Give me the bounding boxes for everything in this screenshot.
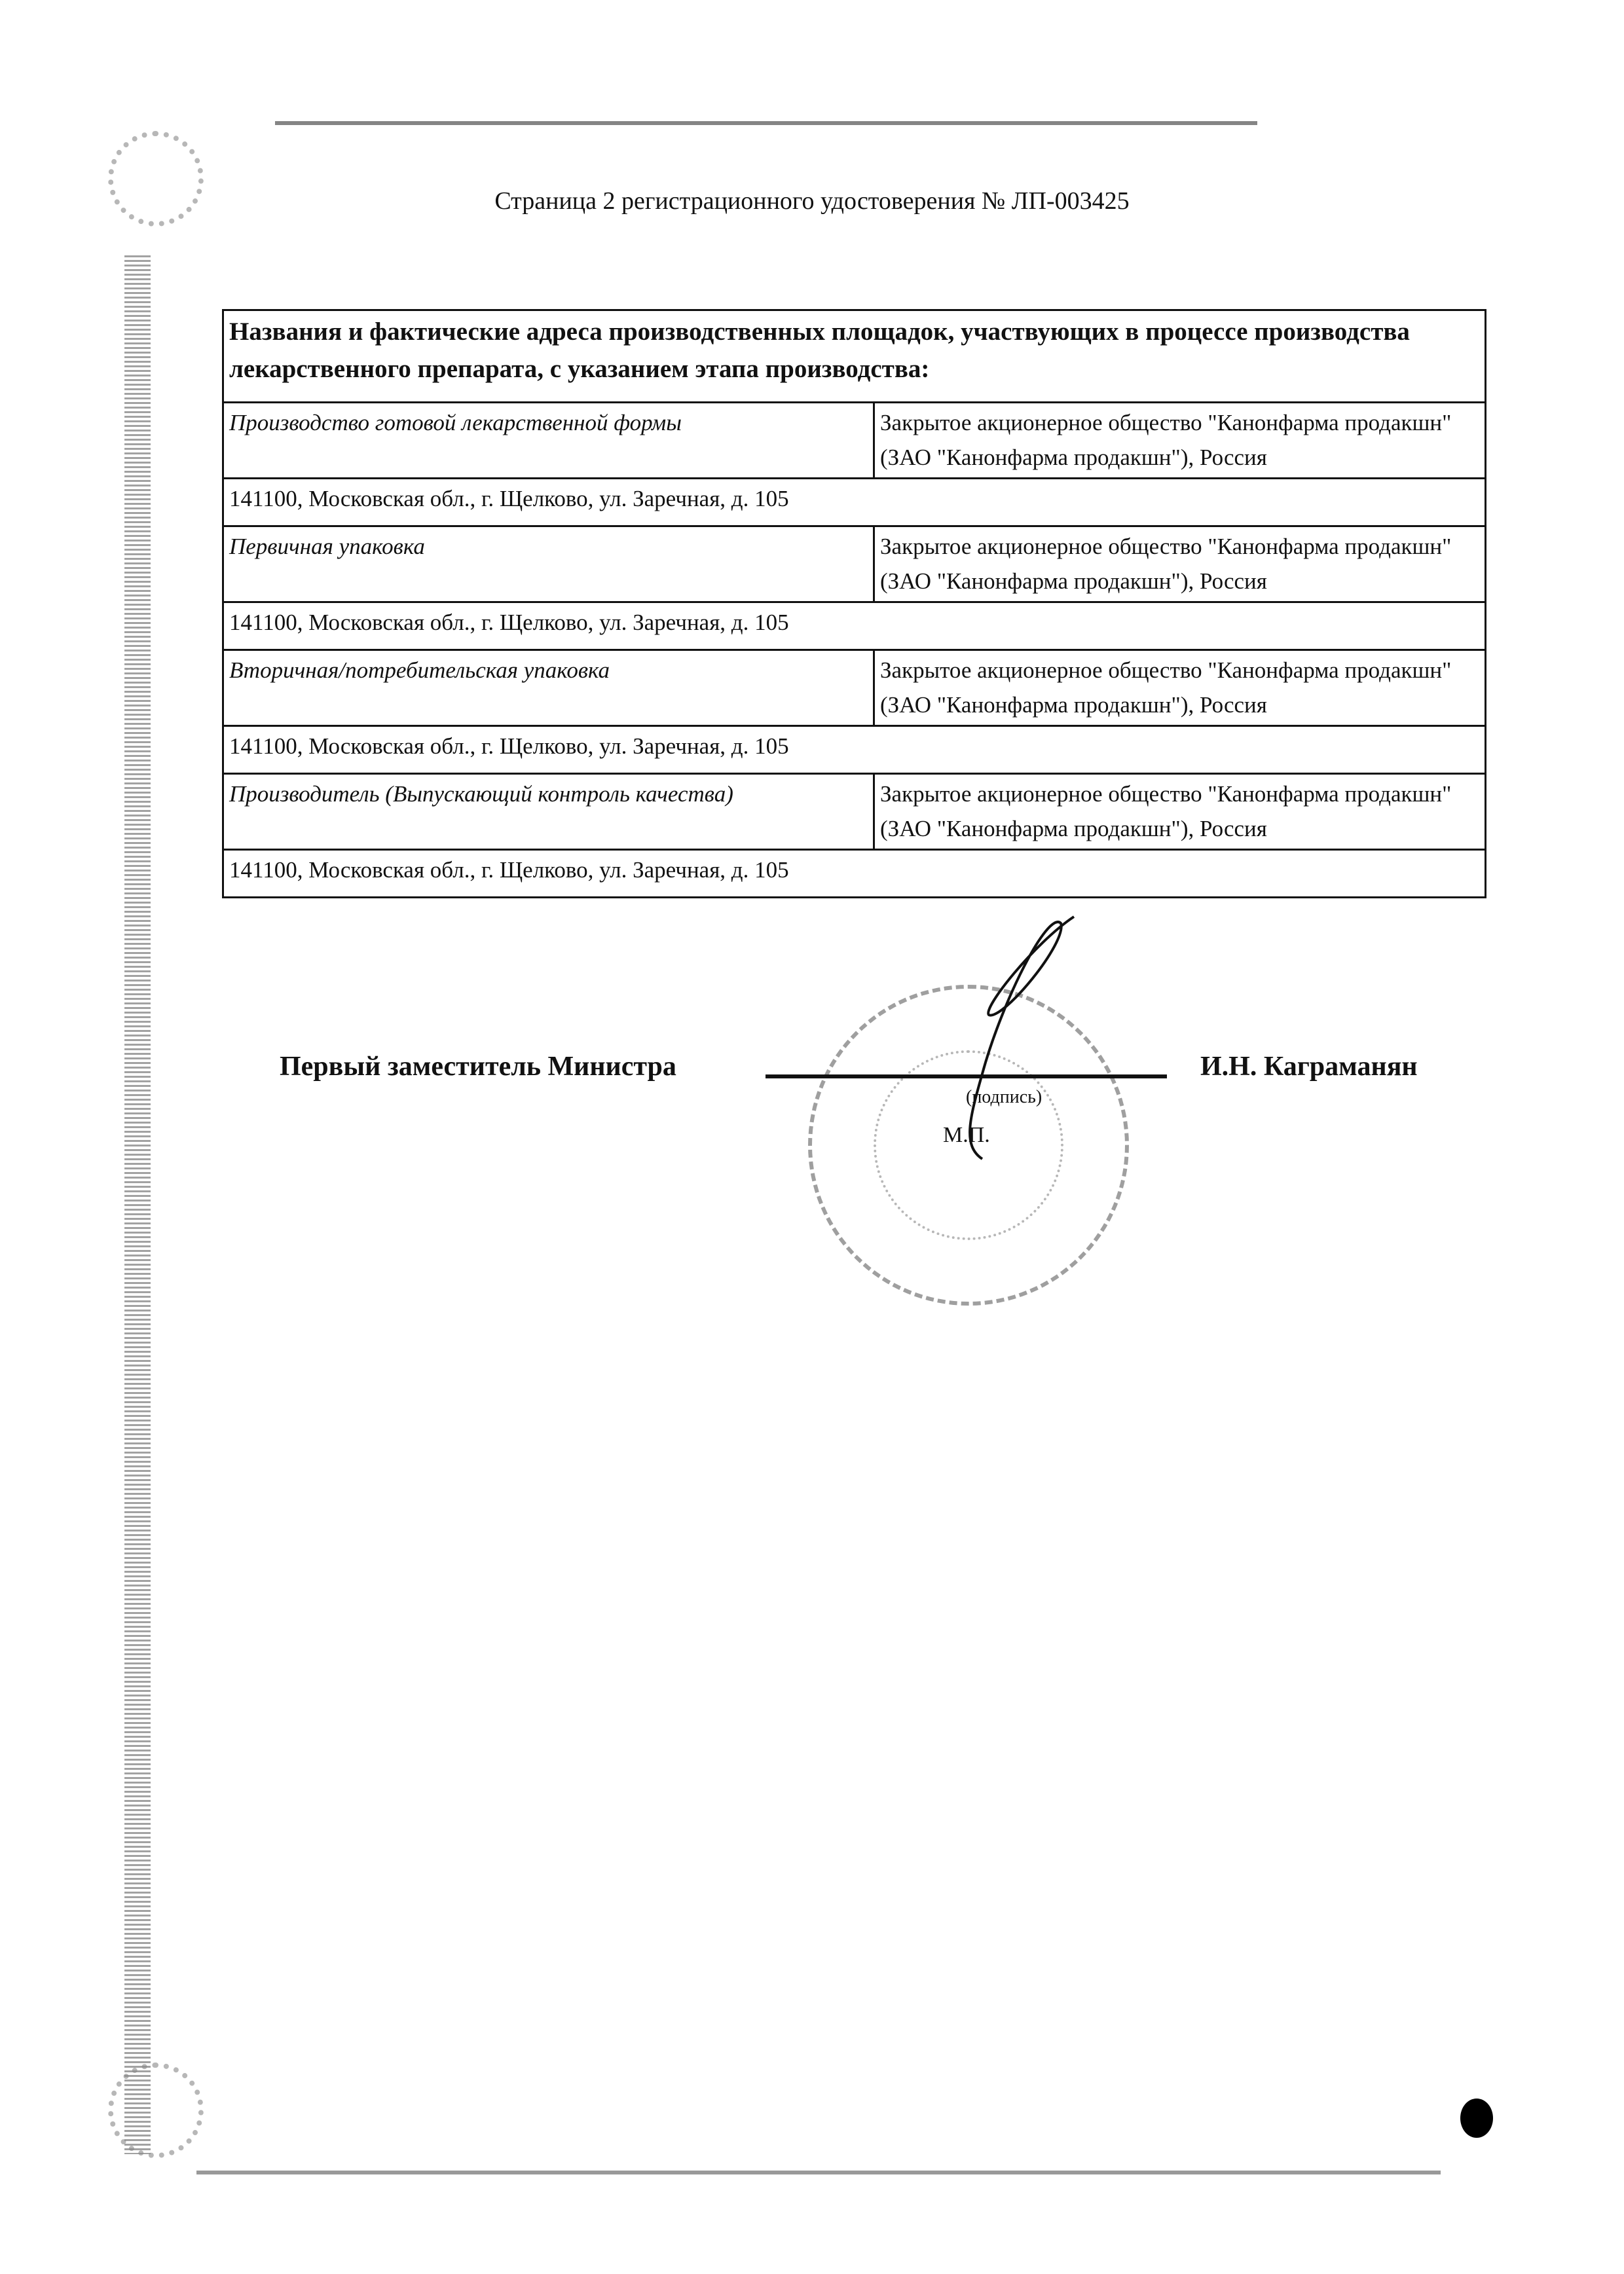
table-row	[223, 526, 1486, 602]
production-sites-table	[222, 309, 1486, 898]
table-row	[223, 726, 1486, 774]
stage-cell: Первичная упаковка	[223, 526, 874, 602]
punch-hole-mark	[1460, 2099, 1493, 2138]
signature-caption: (подпись)	[966, 1087, 1043, 1107]
table-row	[223, 602, 1486, 650]
stage-cell: Вторичная/потребительская упаковка	[223, 650, 874, 726]
table-heading: Названия и фактические адреса производственных площадок, участвующих в процессе производства лекарственного препарата, с указанием этапа производства:	[223, 310, 1486, 403]
company-cell: Закрытое акционерное общество "Канонфарма продакшн" (ЗАО "Канонфарма продакшн"), Россия	[874, 403, 1486, 479]
company-cell: Закрытое акционерное общество "Канонфарма продакшн" (ЗАО "Канонфарма продакшн"), Россия	[874, 650, 1486, 726]
table-row	[223, 479, 1486, 526]
stage-cell: Производство готовой лекарственной формы	[223, 403, 874, 479]
address-cell: 141100, Московская обл., г. Щелково, ул. Заречная, д. 105	[223, 850, 1486, 898]
table-row	[223, 403, 1486, 479]
table-row	[223, 650, 1486, 726]
signatory-role: Первый заместитель Министра	[280, 1052, 676, 1082]
company-cell: Закрытое акционерное общество "Канонфарма продакшн" (ЗАО "Канонфарма продакшн"), Россия	[874, 526, 1486, 602]
seal-label: М.П.	[943, 1123, 990, 1147]
address-cell: 141100, Московская обл., г. Щелково, ул. Заречная, д. 105	[223, 479, 1486, 526]
stage-cell: Производитель (Выпускающий контроль качества)	[223, 774, 874, 850]
top-rule	[275, 121, 1257, 125]
address-cell: 141100, Московская обл., г. Щелково, ул. Заречная, д. 105	[223, 602, 1486, 650]
table-row	[223, 774, 1486, 850]
corner-ornament-bottom	[108, 2063, 204, 2158]
scan-edge-artifact	[124, 255, 151, 2154]
table-row	[223, 850, 1486, 898]
company-cell: Закрытое акционерное общество "Канонфарма продакшн" (ЗАО "Канонфарма продакшн"), Россия	[874, 774, 1486, 850]
bottom-rule	[196, 2171, 1441, 2174]
page-header: Страница 2 регистрационного удостоверения № ЛП-003425	[494, 187, 1130, 215]
signature-line	[766, 1074, 1167, 1078]
address-cell: 141100, Московская обл., г. Щелково, ул. Заречная, д. 105	[223, 726, 1486, 774]
handwritten-signature	[904, 904, 1113, 1165]
signatory-name: И.Н. Каграманян	[1200, 1052, 1418, 1082]
